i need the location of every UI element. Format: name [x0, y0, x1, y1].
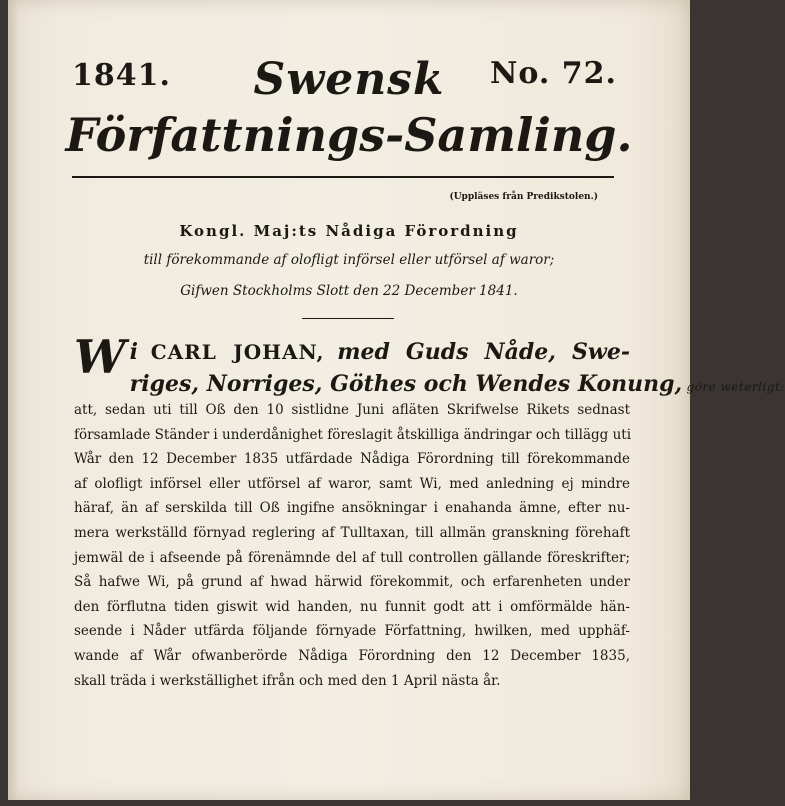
decree-body — [74, 330, 785, 693]
body-line: seende i Nåder utfärda följande förnyade Författning, hwilken, med upphäf- — [74, 623, 630, 640]
body-line: Så hafwe Wi, på grund af hwad härwid förekommit, och erfarenheten under — [74, 574, 630, 591]
decree-date: Gifwen Stockholms Slott den 22 December 1841. — [180, 283, 518, 299]
masthead — [8, 52, 690, 182]
body-line: församlade Ständer i underdånighet föreslagit åtskilliga ändringar och tillägg uti — [74, 426, 632, 443]
decree-title: Kongl. Maj:ts Nådiga Förordning — [179, 222, 519, 240]
body-line: af olofligt införsel eller utförsel af waror, samt Wi, med anledning ej mindre — [74, 475, 630, 492]
king-name: CARL JOHAN, — [150, 340, 325, 364]
body-line: att, sedan uti till Oß den 10 sistlidne Juni afläten Skrifwelse Rikets sednast — [74, 402, 630, 418]
decree-subject: till förekommande af olofligt införsel eller utförsel af waror; — [143, 252, 555, 268]
section-divider — [302, 318, 394, 319]
body-line: mera werkställd förnyad reglering af Tulltaxan, till allmän granskning förehaft — [74, 524, 630, 541]
header-rule — [72, 176, 614, 178]
body-line: häraf, än af serskilda till Oß ingifne ansökningar i enahanda ämne, efter nu- — [74, 500, 630, 517]
issue-number: No. 72. — [490, 56, 617, 91]
title-line-2: Författnings-Samling. — [65, 108, 633, 162]
body-line: wande af Wår ofwanberörde Nådiga Förordning den 12 December 1835, — [74, 647, 630, 664]
body-line: den förflutna tiden giswit wid handen, nu funnit godt att i omförmälde hän- — [74, 598, 630, 615]
body-line: i CARL JOHAN, med Guds Nåde, Swe- — [129, 339, 630, 365]
body-line: Wår den 12 December 1835 utfärdade Nådiga Förordning till förekommande — [74, 451, 630, 468]
body-line: jemwäl de i afseende på förenämnde del af tull controllen gällande föreskrifter; — [74, 549, 630, 566]
drop-cap: W — [74, 330, 126, 384]
reading-note: (Uppläses från Predikstolen.) — [449, 192, 598, 202]
body-line: riges, Norriges, Göthes och Wendes Konung, göre weterligt: — [129, 371, 785, 397]
title-line-1: Swensk — [253, 54, 445, 105]
issue-year: 1841. — [72, 58, 171, 93]
body-line: skall träda i werkställighet ifrån och med den 1 April nästa år. — [74, 672, 501, 689]
document-page — [8, 0, 785, 800]
